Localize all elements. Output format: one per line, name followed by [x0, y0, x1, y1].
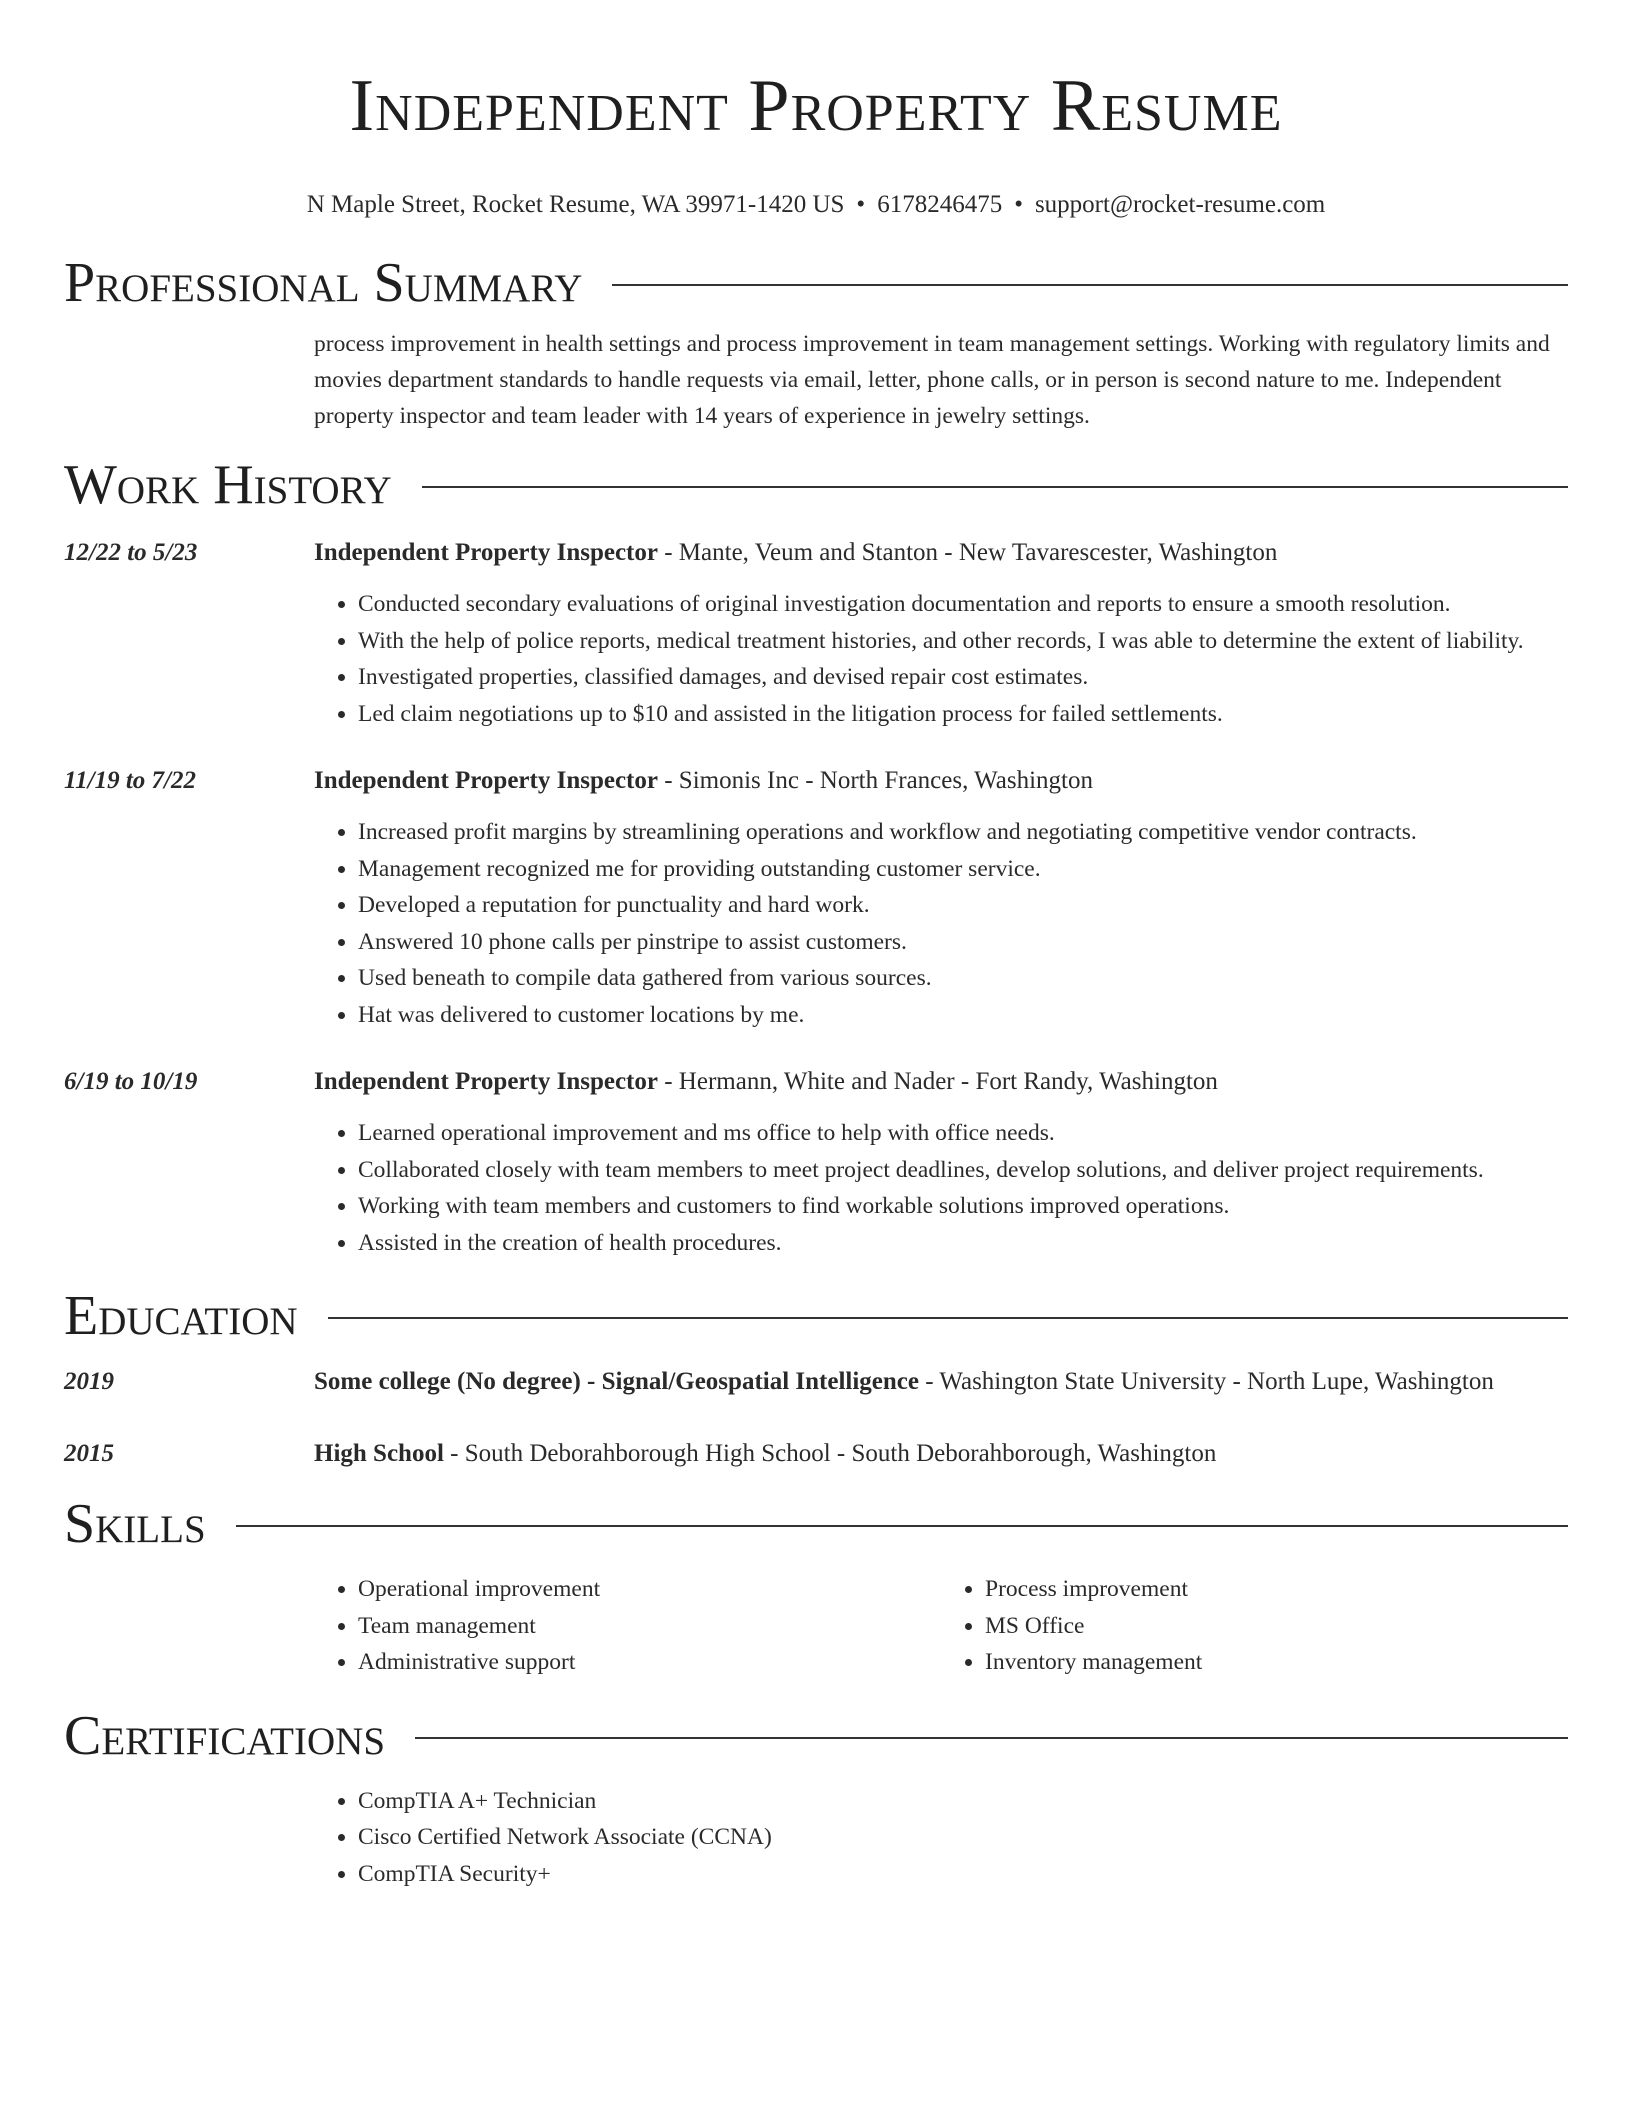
summary-title: Professional Summary: [64, 252, 583, 314]
section-heading: [64, 1283, 1568, 1349]
list-item: • Developed a reputation for punctuality and hard work.: [358, 887, 1568, 924]
education-section: [64, 1283, 1568, 1473]
job-bullets: [64, 1115, 1568, 1261]
contact-phone: 6178246475: [877, 191, 1003, 218]
list-item: • Administrative support: [358, 1644, 941, 1681]
list-item: • Hat was delivered to customer locations by me.: [358, 997, 1568, 1034]
list-item: • Team management: [358, 1608, 941, 1645]
certifications-section: [64, 1703, 1568, 1893]
contact-line: [64, 190, 1568, 220]
section-heading: [64, 1491, 1568, 1557]
list-item: • MS Office: [985, 1608, 1568, 1645]
section-divider: [612, 284, 1568, 286]
list-item: • Investigated properties, classified damages, and devised repair cost estimates.: [358, 659, 1568, 696]
list-item: • Used beneath to compile data gathered from various sources.: [358, 960, 1568, 997]
list-item: • Increased profit margins by streamlining operations and workflow and negotiating competitive vendor contracts.: [358, 814, 1568, 851]
contact-separator: •: [856, 191, 866, 218]
work-history-title: Work History: [64, 454, 392, 516]
job-title-line: [314, 762, 1568, 800]
certifications-title: Certifications: [64, 1704, 386, 1767]
certifications-list-wrap: [64, 1783, 1568, 1893]
section-heading: [64, 452, 1568, 518]
skills-section: [64, 1491, 1568, 1681]
job-employer: - Simonis Inc - North Frances, Washington: [657, 767, 1093, 794]
job-content: [314, 762, 1568, 1033]
job-dates: 6/19 to 10/19: [64, 1068, 198, 1095]
education-degree: High School: [314, 1440, 444, 1467]
list-item: • Operational improvement: [358, 1571, 941, 1608]
job-bullets: [64, 814, 1568, 1033]
job-entry: [64, 1063, 1568, 1261]
job-bullets: [64, 586, 1568, 732]
summary-text: process improvement in health settings and process improvement in team management settings. Working with regulatory limits and movies department standards to handle requests via email, letter, phone calls, or in person is second nature to me. Independent property inspector and team leader with 14 years of experience in jewelry settings.: [314, 331, 1550, 429]
list-item: • Cisco Certified Network Associate (CCNA): [358, 1819, 1568, 1856]
section-divider: [422, 486, 1568, 488]
education-year: 2019: [64, 1368, 114, 1395]
job-dates: 11/19 to 7/22: [64, 767, 196, 794]
job-title-line: [314, 534, 1568, 572]
list-item: • Inventory management: [985, 1644, 1568, 1681]
summary-section: [64, 250, 1568, 434]
certifications-list: [314, 1783, 1568, 1893]
education-school: - South Deborahborough High School - South Deborahborough, Washington: [443, 1440, 1217, 1467]
list-item: • Learned operational improvement and ms office to help with office needs.: [358, 1115, 1568, 1152]
job-content: [314, 534, 1568, 732]
list-item: • Working with team members and customers to find workable solutions improved operations.: [358, 1188, 1568, 1225]
education-year: 2015: [64, 1440, 114, 1467]
section-divider: [415, 1737, 1568, 1739]
list-item: • With the help of police reports, medical treatment histories, and other records, I was able to determine the extent of liability.: [358, 623, 1568, 660]
list-item: • CompTIA A+ Technician: [358, 1783, 1568, 1820]
skills-list-left: [314, 1571, 941, 1681]
job-employer: - Mante, Veum and Stanton - New Tavarescester, Washington: [657, 539, 1278, 566]
education-title: Education: [64, 1285, 298, 1347]
section-heading: [64, 1703, 1568, 1769]
skills-list-right: [941, 1571, 1568, 1681]
list-item: • Process improvement: [985, 1571, 1568, 1608]
section-heading: [64, 250, 1568, 316]
list-item: • Assisted in the creation of health procedures.: [358, 1225, 1568, 1262]
list-item: • Management recognized me for providing outstanding customer service.: [358, 851, 1568, 888]
education-entry: [64, 1435, 1568, 1473]
job-role: Independent Property Inspector: [314, 539, 658, 566]
education-details: [314, 1363, 1568, 1401]
job-employer: - Hermann, White and Nader - Fort Randy, Washington: [657, 1068, 1218, 1095]
contact-address: N Maple Street, Rocket Resume, WA 39971-1420 US: [306, 191, 845, 218]
section-divider: [328, 1317, 1568, 1319]
education-degree: Some college (No degree) - Signal/Geospatial Intelligence: [314, 1368, 919, 1395]
job-role: Independent Property Inspector: [314, 767, 658, 794]
resume-title: Independent Property Resume: [349, 65, 1283, 147]
contact-email: support@rocket-resume.com: [1034, 191, 1326, 218]
education-entry: [64, 1363, 1568, 1401]
section-divider: [236, 1525, 1568, 1527]
education-details: [314, 1435, 1568, 1473]
job-entry: [64, 534, 1568, 732]
skills-grid: [64, 1571, 1568, 1681]
work-history-section: [64, 452, 1568, 1261]
job-title-line: [314, 1063, 1568, 1101]
skills-title: Skills: [64, 1493, 206, 1555]
contact-separator: •: [1014, 191, 1023, 218]
list-item: • CompTIA Security+: [358, 1856, 1568, 1893]
resume-header: [64, 0, 1568, 220]
job-content: [314, 1063, 1568, 1261]
education-school: - Washington State University - North Lupe, Washington: [919, 1368, 1494, 1395]
list-item: • Conducted secondary evaluations of original investigation documentation and reports to ensure a smooth resolution.: [358, 586, 1568, 623]
list-item: • Collaborated closely with team members to meet project deadlines, develop solutions, and deliver project requirements.: [358, 1152, 1568, 1189]
job-role: Independent Property Inspector: [314, 1068, 658, 1095]
list-item: • Led claim negotiations up to $10 and assisted in the litigation process for failed settlements.: [358, 696, 1568, 733]
job-entry: [64, 762, 1568, 1033]
list-item: • Answered 10 phone calls per pinstripe to assist customers.: [358, 924, 1568, 961]
job-dates: 12/22 to 5/23: [64, 539, 198, 566]
